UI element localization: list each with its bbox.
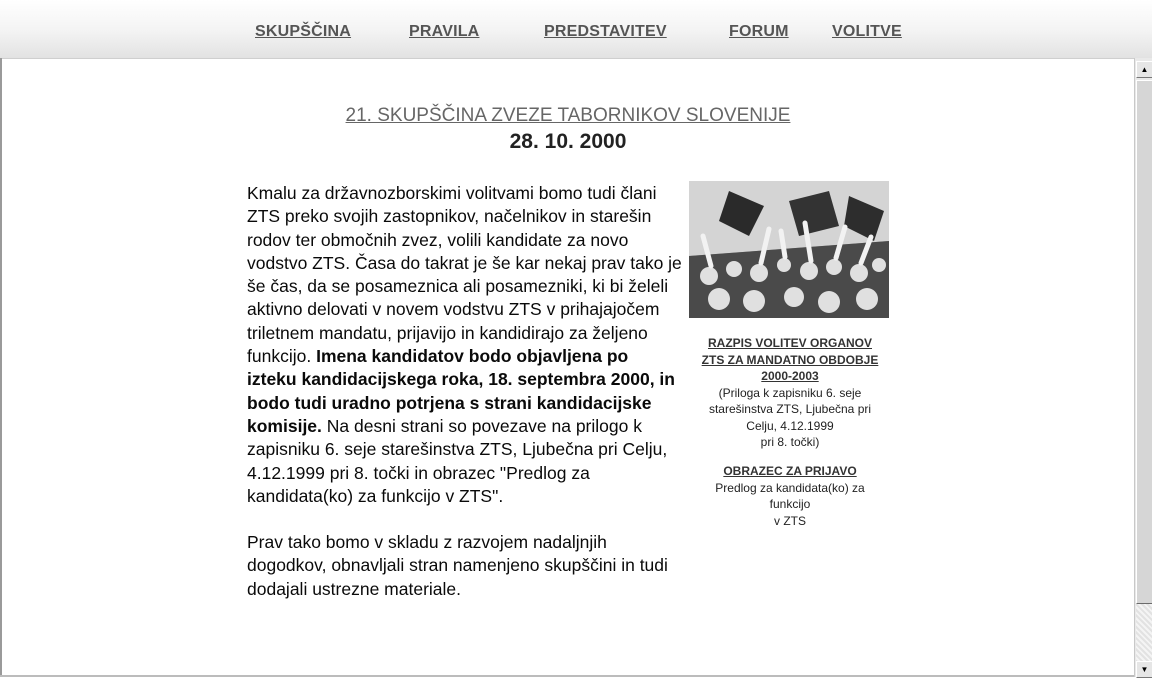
arrow-up-icon[interactable]: ▲ bbox=[1136, 61, 1152, 78]
vertical-scrollbar[interactable] bbox=[1134, 58, 1152, 677]
nav-link-forum[interactable]: FORUM bbox=[729, 23, 789, 40]
election-notice-block bbox=[690, 335, 890, 451]
form-description-line1: Predlog za kandidata(ko) za bbox=[715, 480, 865, 495]
intro-text: Kmalu za državnozborskimi volitvami bomo tudi člani ZTS preko svojih zastopnikov, načelnikov in starešin rodov ter območnih zvez, volili kandidate za novo vodstvo ZTS. Časa do takrat je še kar nekaj prav tako je še čas, da se posameznica ali posamezniki, ki bi želeli aktivno delovati v novem vodstvu ZTS v prihajajočem triletnem mandatu, prijavijo in kandidirajo za željeno funkcijo. bbox=[247, 183, 682, 367]
appendix-note bbox=[690, 385, 890, 451]
form-description-line2: funkcijo bbox=[769, 497, 811, 511]
arrow-down-icon[interactable]: ▼ bbox=[1136, 661, 1152, 678]
main-content bbox=[247, 182, 682, 624]
intro-paragraph bbox=[247, 182, 682, 508]
links-description: Na desni strani so povezave na prilogo k zapisniku 6. seje starešinstva ZTS, Ljubečna pri Celju, 4.12.1999 pri 8. točki in obrazec "Predlog za kandidata(ko) za funkcijo v ZTS". bbox=[247, 415, 668, 506]
frame-border-left bbox=[0, 58, 2, 677]
page-title[interactable]: 21. SKUPŠČINA ZVEZE TABORNIKOV SLOVENIJE bbox=[345, 105, 791, 126]
nav-link-volitve[interactable]: VOLITVE bbox=[832, 23, 902, 40]
event-date: 28. 10. 2000 bbox=[509, 130, 627, 153]
form-description bbox=[690, 480, 890, 530]
appendix-note-line3: Celju, 4.12.1999 bbox=[746, 418, 834, 433]
voting-crowd-image bbox=[689, 181, 889, 318]
scrollbar-thumb[interactable] bbox=[1136, 80, 1152, 604]
election-call-link[interactable] bbox=[690, 335, 890, 385]
election-call-line2: ZTS ZA MANDATNO OBDOBJE bbox=[701, 352, 879, 367]
election-call-line1: RAZPIS VOLITEV ORGANOV bbox=[707, 336, 872, 350]
appendix-note-line1: (Priloga k zapisniku 6. seje bbox=[718, 385, 862, 400]
assembly-voting-photo bbox=[689, 181, 889, 318]
form-description-line3: v ZTS bbox=[774, 513, 806, 528]
nav-link-predstavitev[interactable]: PREDSTAVITEV bbox=[544, 23, 667, 40]
appendix-note-line4: pri 8. točki) bbox=[760, 435, 820, 449]
nav-link-skupscina[interactable]: SKUPŠČINA bbox=[255, 23, 352, 40]
top-navigation-bar bbox=[0, 0, 1152, 59]
election-call-line3: 2000-2003 bbox=[761, 369, 819, 383]
nav-link-pravila[interactable]: PRAVILA bbox=[409, 23, 480, 40]
candidate-announcement: Imena kandidatov bodo objavljena po izteku kandidacijskega roka, 18. septembra 2000, in bodo tudi uradno potrjena s strani kandidacijske komisije. bbox=[247, 346, 675, 436]
application-form-block bbox=[690, 463, 890, 529]
appendix-note-line2: starešinstva ZTS, Ljubečna pri bbox=[708, 402, 872, 416]
scrollbar-track[interactable] bbox=[1136, 604, 1152, 662]
updates-paragraph: Prav tako bomo v skladu z razvojem nadaljnjih dogodkov, obnavljali stran namenjeno skupščini in tudi dodajali ustrezne materiale. bbox=[247, 532, 668, 599]
application-form-link[interactable]: OBRAZEC ZA PRIJAVO bbox=[723, 464, 857, 478]
